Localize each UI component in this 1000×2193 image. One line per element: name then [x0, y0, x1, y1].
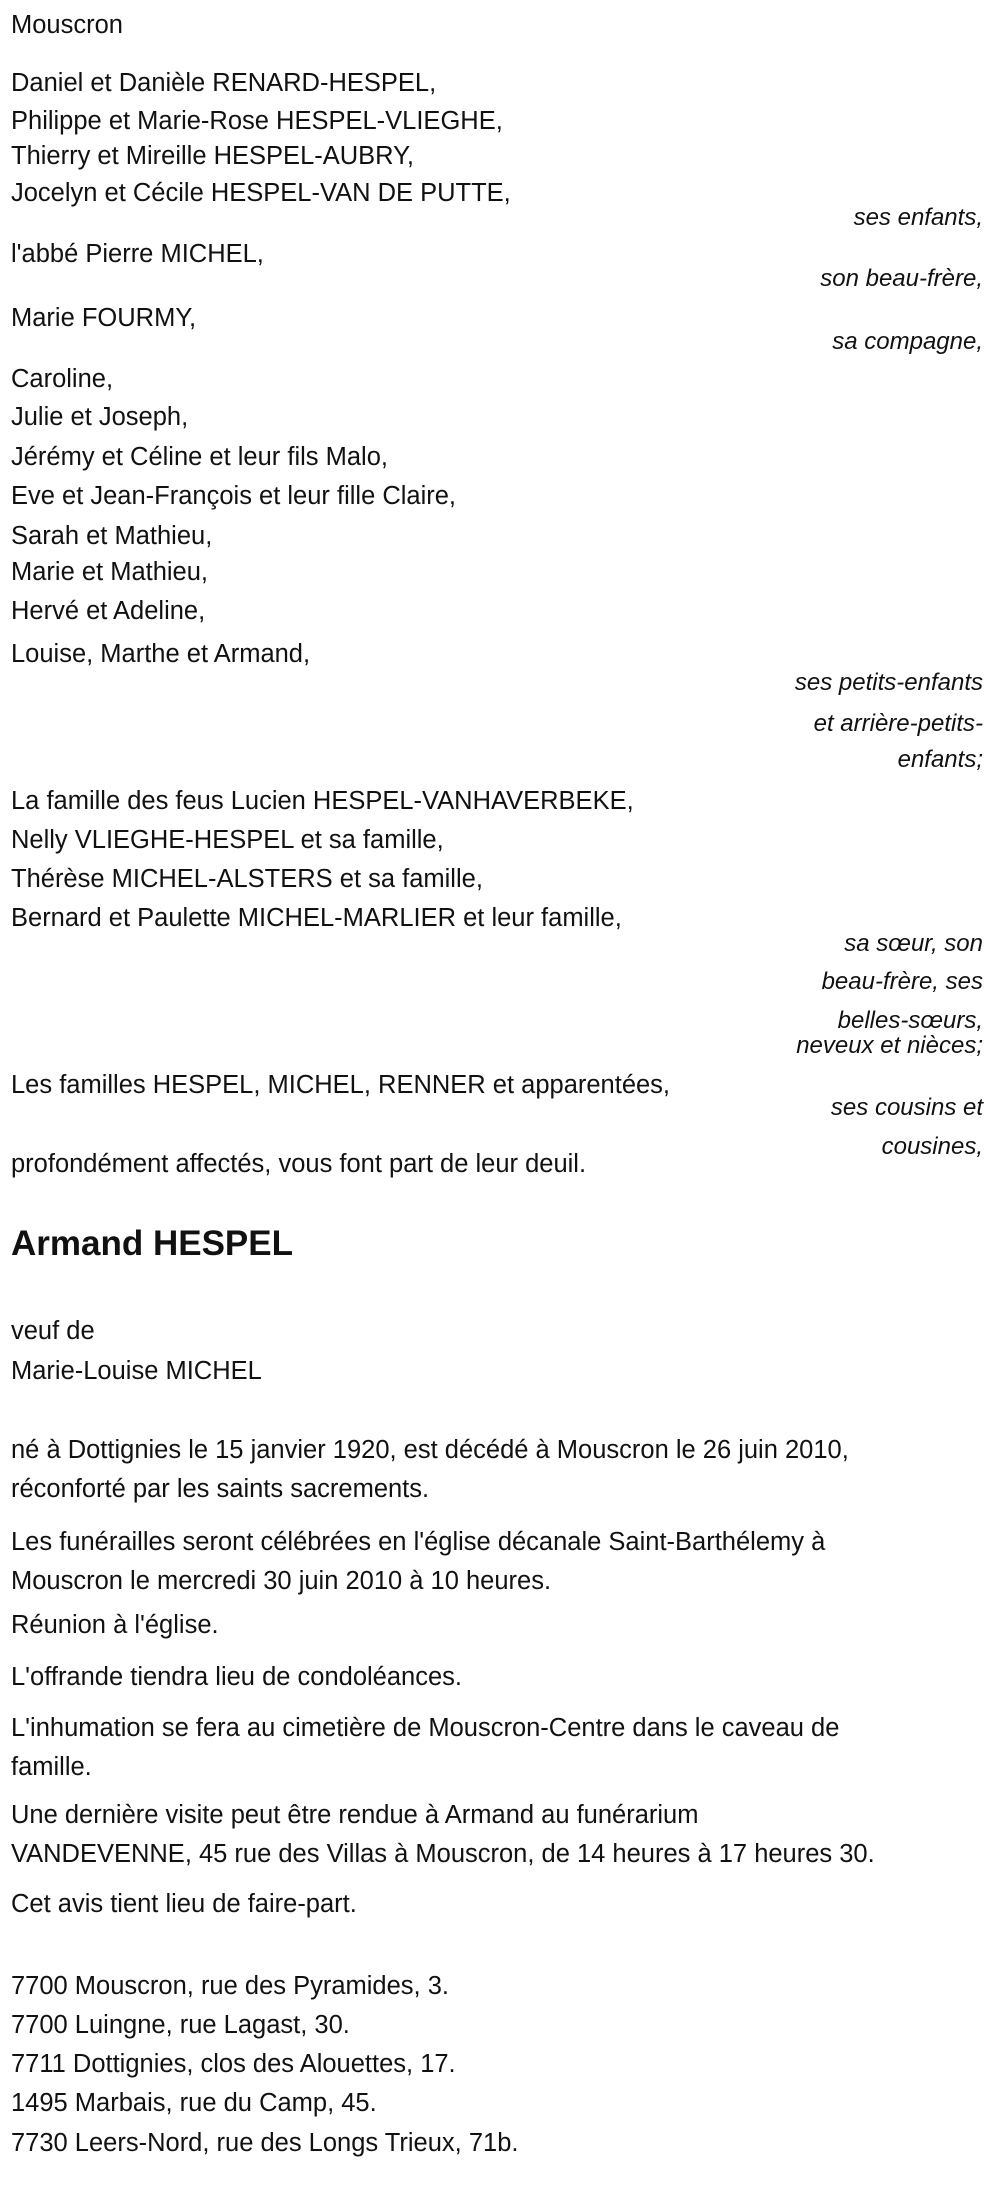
family-line: Nelly VLIEGHE-HESPEL et sa famille,	[11, 826, 444, 854]
family-line: Bernard et Paulette MICHEL-MARLIER et leur famille,	[11, 904, 622, 932]
companion: Marie FOURMY,	[11, 304, 197, 332]
children-role: ses enfants,	[853, 204, 983, 231]
place: Mouscron	[11, 11, 123, 39]
cousins-role: ses cousins et	[830, 1094, 983, 1121]
detail-line: Mouscron le mercredi 30 juin 2010 à 10 heures.	[11, 1567, 552, 1595]
grandchildren-role: ses petits-enfants	[794, 669, 983, 696]
detail-line: Réunion à l'église.	[11, 1611, 219, 1639]
closing-text: profondément affectés, vous font part de leur deuil.	[11, 1150, 587, 1178]
family-role: belles-sœurs,	[837, 1007, 983, 1034]
address-line: 7700 Mouscron, rue des Pyramides, 3.	[11, 1972, 449, 2000]
family-role: beau-frère, ses	[821, 968, 983, 995]
detail-line: L'offrande tiendra lieu de condoléances.	[11, 1663, 462, 1691]
detail-line: Cet avis tient lieu de faire-part.	[11, 1890, 357, 1918]
grandchildren-role: enfants;	[897, 746, 983, 773]
grandchild-line: Marie et Mathieu,	[11, 558, 209, 586]
grandchildren-role: et arrière-petits-	[813, 710, 983, 737]
detail-line: réconforté par les saints sacrements.	[11, 1475, 430, 1503]
detail-line: VANDEVENNE, 45 rue des Villas à Mouscron, de 14 heures à 17 heures 30.	[11, 1840, 875, 1868]
child-line: Jocelyn et Cécile HESPEL-VAN DE PUTTE,	[11, 179, 511, 207]
detail-line: famille.	[11, 1753, 92, 1781]
grandchild-line: Eve et Jean-François et leur fille Claire,	[11, 482, 457, 510]
grandchild-line: Caroline,	[11, 365, 114, 393]
widower-line: Marie-Louise MICHEL	[11, 1357, 262, 1385]
address-line: 1495 Marbais, rue du Camp, 45.	[11, 2089, 377, 2117]
detail-line: Une dernière visite peut être rendue à Armand au funérarium	[11, 1801, 699, 1829]
grandchild-line: Sarah et Mathieu,	[11, 522, 213, 550]
detail-line: né à Dottignies le 15 janvier 1920, est décédé à Mouscron le 26 juin 2010,	[11, 1436, 849, 1464]
grandchild-line: Hervé et Adeline,	[11, 597, 206, 625]
grandchild-line: Julie et Joseph,	[11, 403, 189, 431]
brother-in-law-role: son beau-frère,	[820, 265, 983, 292]
family-line: La famille des feus Lucien HESPEL-VANHAVERBEKE,	[11, 787, 634, 815]
address-line: 7711 Dottignies, clos des Alouettes, 17.	[11, 2050, 456, 2078]
brother-in-law: l'abbé Pierre MICHEL,	[11, 240, 264, 268]
child-line: Philippe et Marie-Rose HESPEL-VLIEGHE,	[11, 107, 503, 135]
child-line: Thierry et Mireille HESPEL-AUBRY,	[11, 142, 414, 170]
address-line: 7730 Leers-Nord, rue des Longs Trieux, 71b.	[11, 2129, 519, 2157]
grandchild-line: Louise, Marthe et Armand,	[11, 640, 311, 668]
companion-role: sa compagne,	[832, 328, 983, 355]
family-role: neveux et nièces;	[796, 1032, 983, 1059]
widower-line: veuf de	[11, 1317, 95, 1345]
family-line: Thérèse MICHEL-ALSTERS et sa famille,	[11, 865, 483, 893]
detail-line: Les funérailles seront célébrées en l'église décanale Saint-Barthélemy à	[11, 1528, 826, 1556]
detail-line: L'inhumation se fera au cimetière de Mouscron-Centre dans le caveau de	[11, 1714, 840, 1742]
cousins-role: cousines,	[881, 1133, 983, 1160]
grandchild-line: Jérémy et Céline et leur fils Malo,	[11, 443, 388, 471]
deceased-name: Armand HESPEL	[11, 1224, 293, 1263]
child-line: Daniel et Danièle RENARD-HESPEL,	[11, 69, 437, 97]
address-line: 7700 Luingne, rue Lagast, 30.	[11, 2011, 350, 2039]
family-role: sa sœur, son	[844, 930, 983, 957]
cousins: Les familles HESPEL, MICHEL, RENNER et apparentées,	[11, 1071, 671, 1099]
